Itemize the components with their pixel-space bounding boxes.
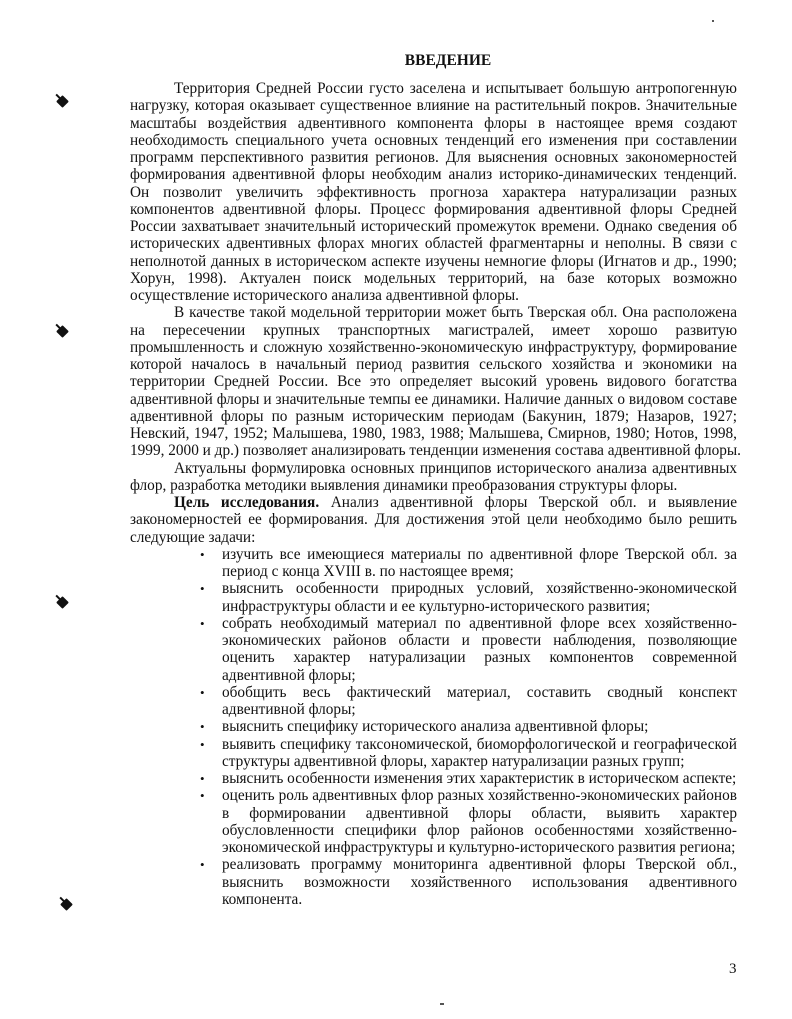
bullet-icon: • [200, 857, 205, 873]
list-item [130, 718, 737, 735]
text-line: изучить все имеющиеся материалы по адвентивной флоре Тверской обл. за [222, 545, 737, 563]
text-line: нагрузку, которая оказывает существенное влияние на растительный покров. Значительные [130, 97, 737, 115]
text-line: обобщить весь фактический материал, составить сводный конспект [222, 683, 737, 701]
text-line: реализовать программу мониторинга адвентивной флоры Тверской обл., [222, 856, 737, 874]
text-line: выяснить специфику исторического анализа адвентивной флоры; [222, 718, 649, 736]
bullet-icon: • [200, 684, 205, 700]
bullet-icon: • [200, 615, 205, 631]
text-line: исторических адвентивных флорах многих областей фрагментарны и неполны. В связи с [130, 235, 737, 253]
text-line: промышленность и сложную хозяйственно-экономическую инфраструктуру, формирование [130, 338, 737, 356]
text-line: оценить роль адвентивных флор разных хозяйственно-экономических районов [222, 787, 737, 805]
text-line: России захватывает значительный исторический промежуток времени. Однако сведения об [130, 218, 737, 235]
text-line: на пересечении крупных транспортных магистралей, имеет хорошо развитую [130, 321, 737, 339]
list-item [130, 736, 737, 771]
page-number: 3 [729, 961, 737, 977]
scan-mark [56, 95, 69, 108]
list-item [130, 856, 737, 908]
text-line: Он позволит увеличить эффективность прогноза характера натурализации разных [130, 183, 737, 201]
paragraph [130, 304, 741, 460]
text-line: собрать необходимый материал по адвентивной флоре всех хозяйственно- [222, 614, 737, 632]
text-line: которой началось в начальный период развития сельского хозяйства и экономики на [130, 356, 737, 373]
bullet-icon: • [200, 736, 205, 752]
text-line: Хорун, 1998). Актуален поиск модельных территорий, на базе которых возможно [130, 269, 737, 287]
text-line: программ перспективного развития регионов. Для выяснения основных закономерностей [130, 149, 737, 166]
bullet-icon: • [200, 719, 205, 735]
page-title: ВВЕДЕНИЕ [404, 52, 492, 69]
scan-mark [56, 325, 69, 338]
text-line: адвентивной флоры; [222, 701, 356, 718]
text-line: территории Средней России. Все это определяет высокий уровень видового богатства [130, 373, 737, 391]
list-item [130, 787, 737, 856]
text-line: В качестве такой модельной территории может быть Тверская обл. Она расположена [174, 304, 737, 322]
text-line: адвентивной флоры по разным историческим периодам (Бакунин, 1879; Назаров, 1927; [130, 407, 737, 425]
list-item [130, 580, 737, 615]
text-line: адвентивной флоры; [222, 666, 356, 684]
list-item [130, 770, 737, 787]
list-item [130, 684, 737, 719]
text-line: выяснить особенности изменения этих характеристик в историческом аспекте; [222, 770, 737, 787]
text-line: неполнотой данных в историческом аспекте изучены немногие флоры (Игнатов и др., 1990; [130, 252, 737, 270]
bullet-icon: • [200, 546, 205, 562]
text-line: закономерностей ее формирования. Для достижения этой цели необходимо было решить [130, 511, 737, 529]
scan-mark [60, 898, 73, 911]
paragraph [130, 494, 737, 546]
text-line: структуры адвентивной флоры, характер натурализации разных групп; [222, 752, 685, 770]
bullet-icon: • [200, 771, 205, 786]
text-line: выяснить возможности хозяйственного использования адвентивного [222, 873, 737, 891]
text-line: необходимость специального учета основных тенденций его изменения при составлении [130, 131, 737, 149]
list-item [130, 615, 737, 684]
text-line: период с конца XVIII в. по настоящее время; [222, 563, 514, 580]
text-line: осуществление исторического анализа адвентивной флоры. [130, 287, 519, 304]
text-line [130, 494, 737, 511]
scan-speck [440, 1003, 444, 1005]
text-line: оценить характер натурализации разных компонентов современной [222, 649, 737, 667]
text-line: Актуальны формулировка основных принципов исторического анализа адвентивных [174, 459, 737, 477]
paragraph [130, 80, 737, 304]
text-line: экономических районов области и провести наблюдения, позволяющие [222, 632, 737, 649]
text-line: Территория Средней России густо заселена и испытывает большую антропогенную [174, 80, 737, 97]
text-line: в формировании адвентивной флоры области, выявить характер [222, 804, 737, 822]
text-line: экономической инфраструктуры и культурно-исторического развития региона; [222, 839, 736, 856]
text-line: адвентивной флоры и значительные темпы ее динамики. Наличие данных о видовом составе [130, 390, 737, 408]
paragraph [130, 460, 737, 495]
text-line: Невский, 1947, 1952; Малышева, 1980, 1983, 1988; Малышева, Смирнов, 1980; Нотов, 1998, [130, 425, 737, 442]
bullet-icon: • [200, 581, 205, 597]
task-list [130, 546, 737, 908]
text-line-rest: Анализ адвентивной флоры Тверской обл. и выявление [319, 494, 737, 511]
text-line: 1999, 2000 и др.) позволяет анализировать тенденции изменения состава адвентивной флоры. [130, 442, 741, 460]
goal-label: Цель исследования. [174, 494, 320, 511]
text-line: выявить специфику таксономической, биоморфологической и географической [222, 735, 737, 753]
text-line: инфраструктуры области и ее культурно-исторического развития; [222, 597, 651, 615]
text-line: формирования адвентивной флоры необходим анализ историко-динамических тенденций. [130, 166, 737, 184]
list-item [130, 546, 737, 581]
text-line: масштабы воздействия адвентивного компонента флоры в настоящее время создают [130, 114, 737, 132]
document-body [130, 80, 741, 908]
text-line: обусловленности специфики флор районов особенностями хозяйственно- [222, 821, 737, 839]
scan-mark [56, 596, 69, 609]
text-line: следующие задачи: [130, 528, 256, 546]
bullet-icon: • [200, 788, 205, 804]
scan-speck [712, 20, 714, 22]
text-line: флор, разработка методики выявления динамики преобразования структуры флоры. [130, 476, 678, 494]
text-line: выяснить особенности природных условий, хозяйственно-экономической [222, 580, 737, 598]
text-line: компонента. [222, 890, 303, 908]
text-line: компонентов адвентивной флоры. Процесс формирования адвентивной флоры Средней [130, 200, 737, 218]
